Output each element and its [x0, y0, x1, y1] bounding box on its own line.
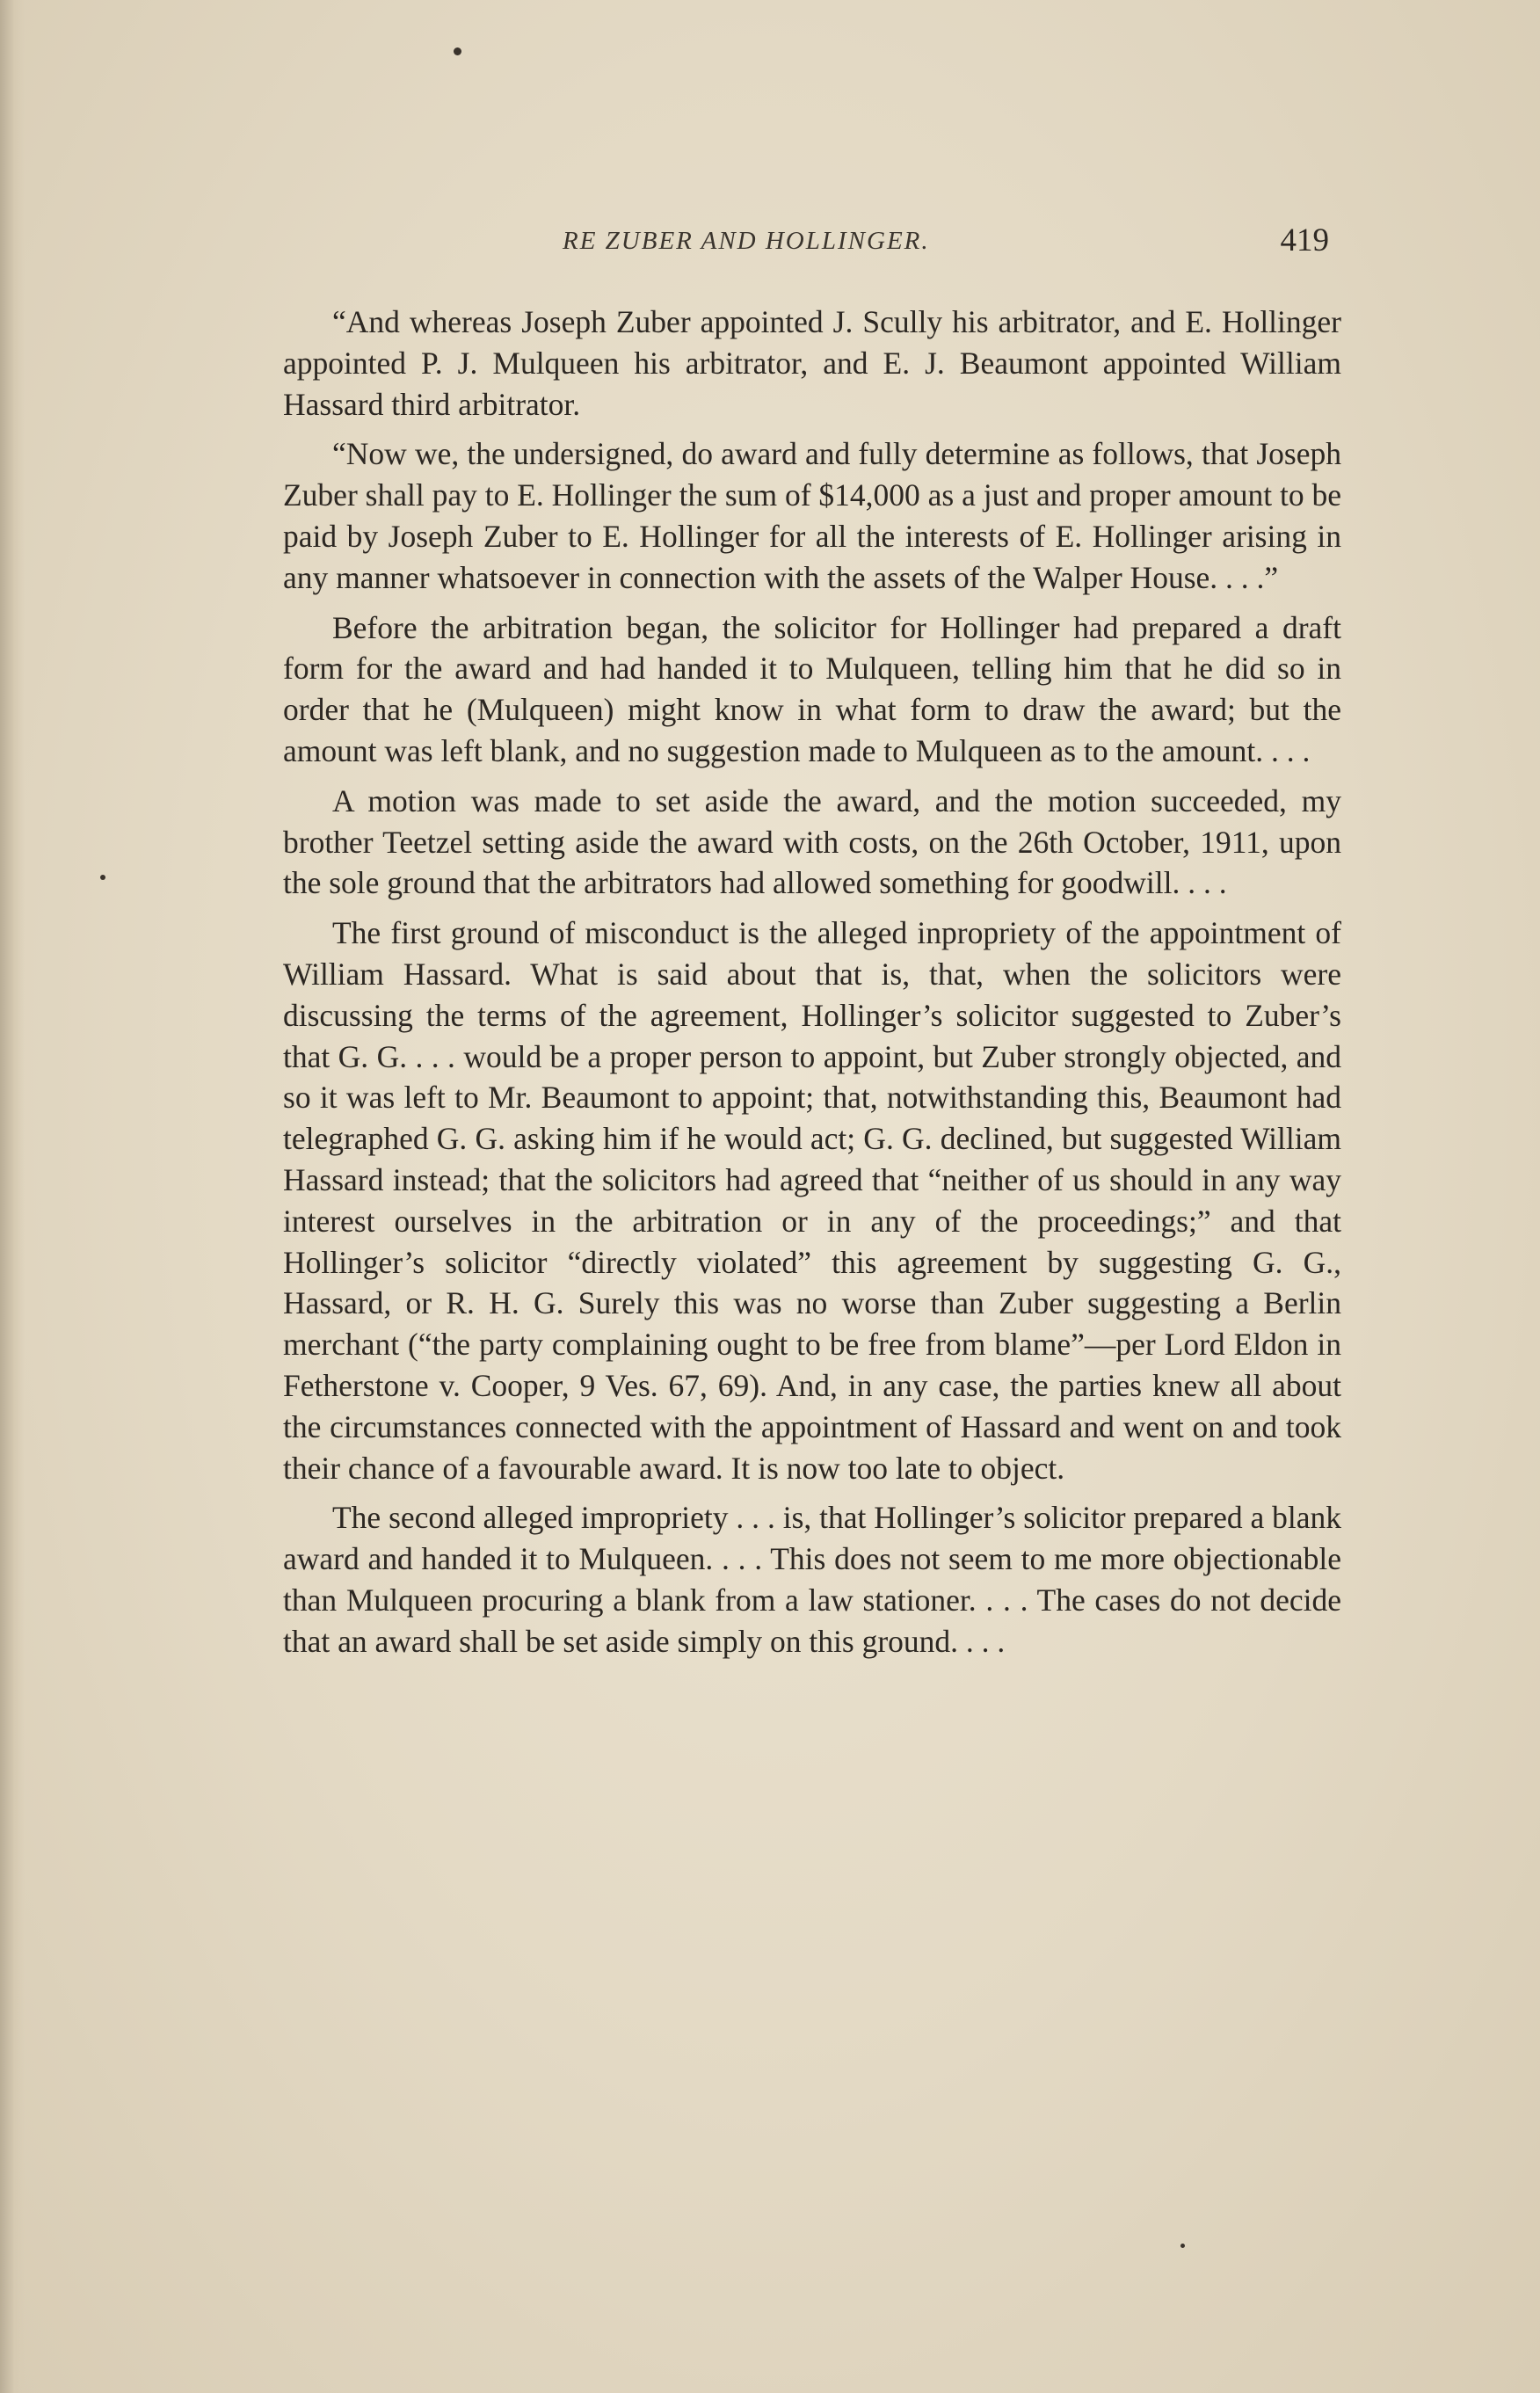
body-text [283, 302, 1341, 1671]
paragraph: Before the arbitration began, the solicitor for Hollinger had prepared a draft form for the award and had handed it to Mulqueen, telling him that he did so in order that he (Mulqueen) might know in what form to draw the award; but the amount was left blank, and no suggestion made to Mulqueen as to the amount. . . . [283, 609, 1341, 768]
paragraph: “And whereas Joseph Zuber appointed J. Scully his arbitrator, and E. Hollinger appointed P. J. Mulqueen his arbitrator, and E. J. Beaumont appointed William Hassard third arbitrator. [283, 304, 1341, 422]
running-head: RE ZUBER AND HOLLINGER. [563, 227, 930, 255]
ink-speck [454, 47, 461, 55]
ink-speck [1180, 2244, 1185, 2248]
paragraph: The first ground of misconduct is the alleged inpropriety of the appointment of William Hassard. What is said about that is, that, when the solicitors were discussing the terms of the agreement, Hollinger’s solicitor suggested to Zuber’s that G. G. . . . would be a proper person to appoint, but Zuber strongly objected, and so it was left to Mr. Beaumont to appoint; that, notwithstanding this, Beaumont had telegraphed G. G. asking him if he would act; G. G. declined, but suggested William Hassard instead; that the solicitors had agreed that “neither of us should in any way interest ourselves in the arbitration or in any of the proceedings;” and that Hollinger’s solicitor “directly violated” this agreement by suggesting G. G., Hassard, or R. H. G. Surely this was no worse than Zuber suggesting a Berlin merchant (“the party complaining ought to be free from blame”—per Lord Eldon in Fetherstone v. Cooper, 9 Ves. 67, 69). And, in any case, the parties knew all about the circumstances connected with the appointment of Hassard and went on and took their chance of a favourable award. It is now too late to object. [283, 915, 1341, 1486]
page-edge-shadow [0, 0, 25, 2393]
paragraph: The second alleged impropriety . . . is, that Hollinger’s solicitor prepared a blank award and handed it to Mulqueen. . . . This does not seem to me more objectionable than Mulqueen procuring a blank from a law stationer. . . . The cases do not decide that an award shall be set aside simply on this ground. . . . [283, 1500, 1341, 1659]
page-number: 419 [1280, 222, 1329, 258]
paragraph: “Now we, the undersigned, do award and fully determine as follows, that Joseph Zuber shall pay to E. Hollinger the sum of $14,000 as a just and proper amount to be paid by Joseph Zuber to E. Hollinger for all the interests of E. Hollinger arising in any manner whatsoever in connection with the assets of the Walper House. . . .” [283, 436, 1341, 595]
page-header [283, 222, 1329, 269]
ink-speck [100, 875, 105, 880]
paragraph: A motion was made to set aside the award, and the motion succeeded, my brother Teetzel setting aside the award with costs, on the 26th October, 1911, upon the sole ground that the arbitrators had allowed something for goodwill. . . . [283, 782, 1341, 901]
